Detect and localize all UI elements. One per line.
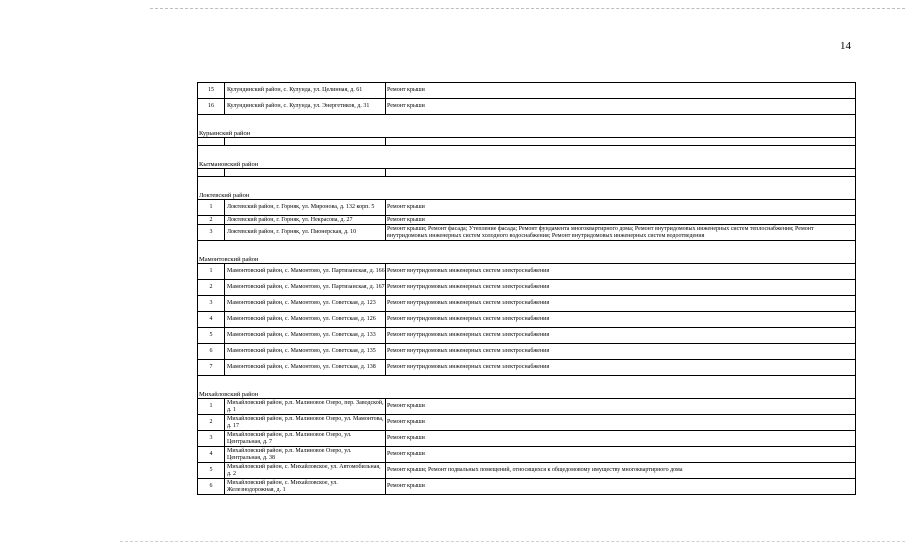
work-type-cell: Ремонт внутридомовых инженерных систем электроснабжения — [387, 316, 550, 323]
work-type-cell: Ремонт крыши — [387, 451, 425, 458]
address-cell: Михайловский район, р.п. Малиновое Озеро, пер. Заводской, д. 1 — [225, 399, 386, 414]
row-number: 3 — [198, 296, 225, 311]
row-number: 1 — [198, 200, 225, 215]
table-row — [198, 430, 855, 446]
row-number: 1 — [198, 399, 225, 414]
table-row — [198, 327, 855, 343]
work-type-cell: Ремонт крыши — [387, 435, 425, 442]
table-row — [198, 263, 855, 279]
address-cell: Мамонтовский район, с. Мамонтово, ул. Советская, д. 126 — [225, 312, 386, 327]
table-row — [198, 199, 855, 215]
table-row — [198, 398, 855, 414]
address-cell: Кулундинский район, с. Кулунда, ул. Целинная, д. 61 — [225, 83, 386, 98]
work-type-cell: Ремонт внутридомовых инженерных систем электроснабжения — [387, 364, 550, 371]
scan-artifact-top — [150, 8, 905, 9]
repair-table — [197, 82, 856, 495]
address-cell: Михайловский район, с. Михайловское, ул. Автомобильная, д. 2 — [225, 463, 386, 478]
address-cell: Мамонтовский район, с. Мамонтово, ул. Советская, д. 135 — [225, 344, 386, 359]
address-cell: Локтевский район, г. Горняк, ул. Миронова, д. 132 корп. 5 — [225, 200, 386, 215]
table-row — [198, 311, 855, 327]
district-heading: Курьинский район — [198, 114, 855, 137]
table-row — [198, 478, 855, 494]
work-type-cell: Ремонт крыши — [387, 204, 425, 211]
address-cell: Локтевский район, г. Горняк, ул. Пионерская, д. 10 — [225, 225, 386, 240]
row-number: 5 — [198, 463, 225, 478]
table-row — [198, 137, 855, 145]
address-cell — [225, 138, 386, 145]
row-number: 2 — [198, 415, 225, 430]
work-type-cell: Ремонт крыши — [387, 419, 425, 426]
address-cell: Михайловский район, р.п. Малиновое Озеро, ул. Центральная, д. 7 — [225, 431, 386, 446]
table-row — [198, 446, 855, 462]
address-cell: Михайловский район, р.п. Малиновое Озеро, ул. Мамонтова, д. 17 — [225, 415, 386, 430]
row-number — [198, 138, 225, 145]
table-row — [198, 224, 855, 240]
table-row — [198, 98, 855, 114]
row-number: 6 — [198, 344, 225, 359]
work-type-cell: Ремонт внутридомовых инженерных систем электроснабжения — [387, 268, 550, 275]
table-row — [198, 462, 855, 478]
work-type-cell: Ремонт крыши — [387, 87, 425, 94]
row-number: 5 — [198, 328, 225, 343]
district-heading: Локтевский район — [198, 176, 855, 199]
row-number: 3 — [198, 225, 225, 240]
address-cell: Локтевский район, г. Горняк, ул. Некрасова, д. 27 — [225, 216, 386, 224]
table-row — [198, 295, 855, 311]
district-heading: Кытмановский район — [198, 145, 855, 168]
work-type-cell: Ремонт крыши; Ремонт фасада; Утепление фасада; Ремонт фундамента многоквартирного дома; Ремонт внутридомовых инженерных систем теплоснабжения; Ремонт внутридомовых инженерных систем холодного водоснабжения; Ремонт внутридомовых инженерных систем водоотведения — [387, 226, 814, 239]
work-type-cell: Ремонт внутридомовых инженерных систем электроснабжения — [387, 284, 550, 291]
district-heading: Мамонтовский район — [198, 240, 855, 263]
work-type-cell: Ремонт крыши; Ремонт подвальных помещений, относящихся к общедомовому имуществу многоквартирного дома — [387, 467, 683, 474]
page-number: 14 — [840, 40, 851, 52]
row-number: 2 — [198, 280, 225, 295]
row-number — [198, 169, 225, 176]
address-cell: Мамонтовский район, с. Мамонтово, ул. Советская, д. 133 — [225, 328, 386, 343]
table-row — [198, 414, 855, 430]
row-number: 4 — [198, 447, 225, 462]
table-row — [198, 279, 855, 295]
address-cell: Мамонтовский район, с. Мамонтово, ул. Партизанская, д. 167 — [225, 280, 386, 295]
work-type-cell: Ремонт внутридомовых инженерных систем электроснабжения — [387, 348, 550, 355]
work-type-cell: Ремонт внутридомовых инженерных систем электроснабжения — [387, 332, 550, 339]
table-row — [198, 215, 855, 224]
work-type-cell: Ремонт внутридомовых инженерных систем электроснабжения — [387, 300, 550, 307]
address-cell: Мамонтовский район, с. Мамонтово, ул. Советская, д. 138 — [225, 360, 386, 375]
row-number: 7 — [198, 360, 225, 375]
scan-artifact-bottom — [120, 541, 905, 542]
address-cell: Михайловский район, р.п. Малиновое Озеро, ул. Центральная, д. 38 — [225, 447, 386, 462]
address-cell — [225, 169, 386, 176]
table-row — [198, 343, 855, 359]
row-number: 6 — [198, 479, 225, 494]
row-number: 2 — [198, 216, 225, 224]
row-number: 4 — [198, 312, 225, 327]
row-number: 1 — [198, 264, 225, 279]
work-type-cell: Ремонт крыши — [387, 216, 425, 223]
work-type-cell: Ремонт крыши — [387, 403, 425, 410]
row-number: 15 — [198, 83, 225, 98]
row-number: 16 — [198, 99, 225, 114]
table-row — [198, 82, 855, 98]
work-type-cell — [386, 138, 855, 145]
district-heading: Михайловский район — [198, 375, 855, 398]
row-number: 3 — [198, 431, 225, 446]
address-cell: Михайловский район, с. Михайловское, ул. Железнодорожная, д. 1 — [225, 479, 386, 494]
work-type-cell: Ремонт крыши — [387, 483, 425, 490]
address-cell: Мамонтовский район, с. Мамонтово, ул. Партизанская, д. 166 — [225, 264, 386, 279]
work-type-cell — [386, 169, 855, 176]
work-type-cell: Ремонт крыши — [387, 103, 425, 110]
table-row — [198, 168, 855, 176]
table-row — [198, 359, 855, 375]
address-cell: Кулундинский район, с. Кулунда, ул. Энергетиков, д. 31 — [225, 99, 386, 114]
address-cell: Мамонтовский район, с. Мамонтово, ул. Советская, д. 123 — [225, 296, 386, 311]
